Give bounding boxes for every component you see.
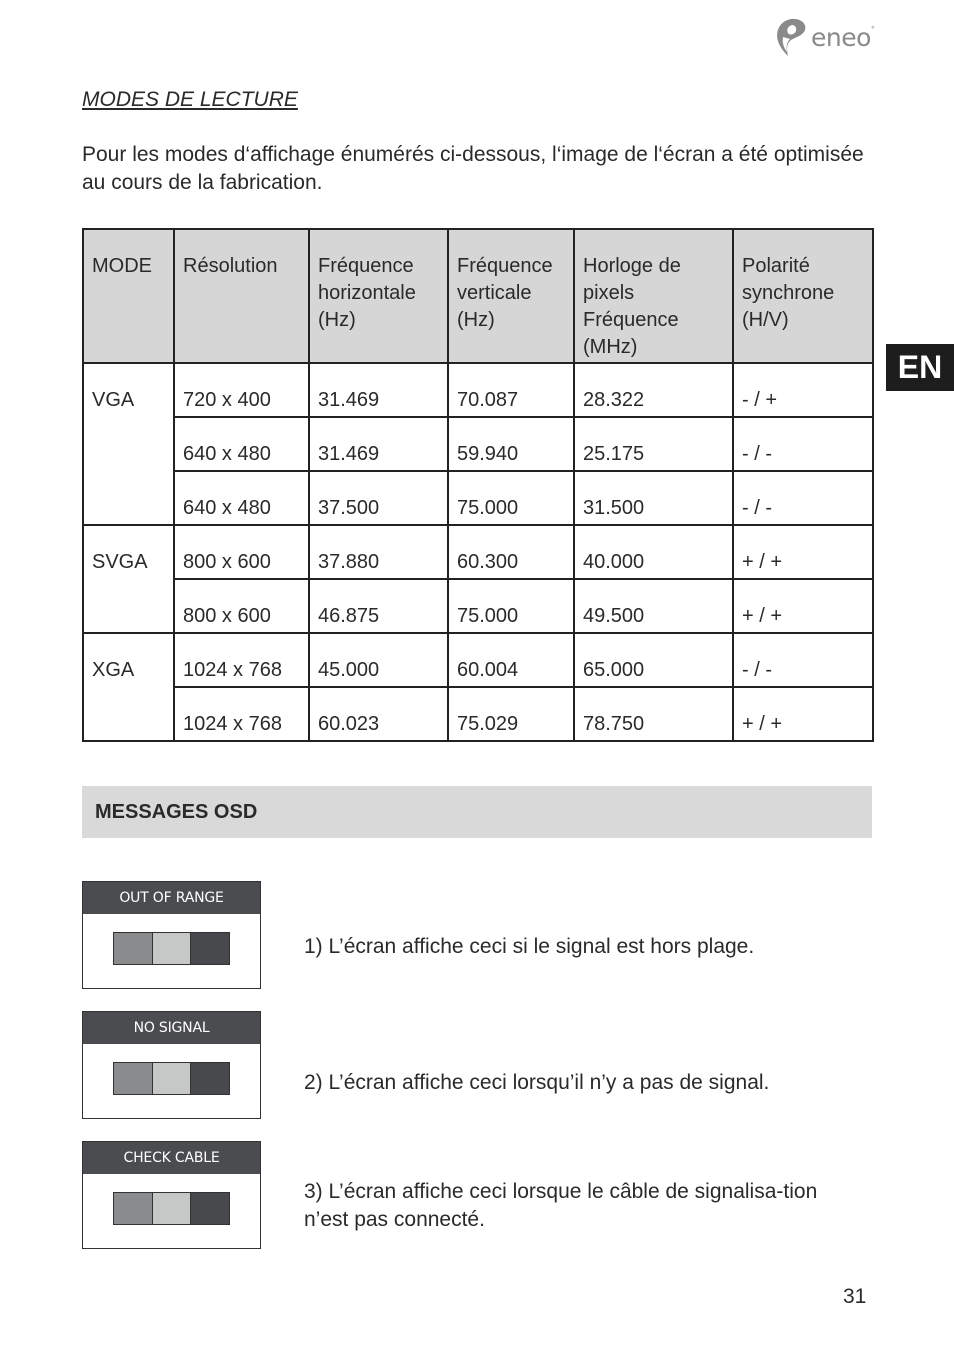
header-sync-polarity: Polarité synchrone (H/V) — [733, 229, 873, 363]
table-row — [83, 687, 873, 741]
polarity-cell: - / - — [733, 471, 873, 525]
table-row — [83, 525, 873, 579]
display-modes-table — [82, 228, 874, 742]
polarity-cell: - / + — [733, 363, 873, 417]
osd-title: NO SIGNAL — [83, 1012, 260, 1044]
section-title: MODES DE LECTURE — [82, 88, 298, 111]
resolution-cell: 720 x 400 — [174, 363, 309, 417]
pixel-clock-cell: 31.500 — [574, 471, 733, 525]
pixel-clock-cell: 25.175 — [574, 417, 733, 471]
brand-logo — [774, 16, 874, 58]
vfreq-cell: 60.004 — [448, 633, 574, 687]
mode-cell: VGA — [83, 363, 174, 525]
pixel-clock-cell: 40.000 — [574, 525, 733, 579]
table-row — [83, 417, 873, 471]
vfreq-cell: 75.029 — [448, 687, 574, 741]
table-row — [83, 633, 873, 687]
osd-bar-segment — [153, 1063, 192, 1094]
header-resolution: Résolution — [174, 229, 309, 363]
osd-check-cable-preview — [82, 1141, 261, 1249]
osd-bar-segment — [114, 1063, 153, 1094]
hfreq-cell: 31.469 — [309, 417, 448, 471]
osd-bar — [113, 1062, 230, 1095]
polarity-cell: - / - — [733, 417, 873, 471]
polarity-cell: - / - — [733, 633, 873, 687]
logo-wordmark: eneo° — [811, 22, 875, 52]
header-mode: MODE — [83, 229, 174, 363]
osd-title: CHECK CABLE — [83, 1142, 260, 1174]
page-number: 31 — [843, 1285, 867, 1308]
osd-out-of-range-preview — [82, 881, 261, 989]
eneo-swirl-icon — [774, 17, 808, 57]
table-header-row — [83, 229, 873, 363]
table-row — [83, 471, 873, 525]
pixel-clock-cell: 78.750 — [574, 687, 733, 741]
hfreq-cell: 46.875 — [309, 579, 448, 633]
polarity-cell: + / + — [733, 525, 873, 579]
hfreq-cell: 37.880 — [309, 525, 448, 579]
osd-bar — [113, 932, 230, 965]
resolution-cell: 640 x 480 — [174, 417, 309, 471]
table-row — [83, 579, 873, 633]
osd-bar-segment — [114, 933, 153, 964]
resolution-cell: 1024 x 768 — [174, 633, 309, 687]
osd-description: 3) L’écran affiche ceci lorsque le câble de signalisa-tion n’est pas connecté. — [304, 1180, 818, 1231]
polarity-cell: + / + — [733, 687, 873, 741]
header-horizontal-frequency: Fréquence horizontale (Hz) — [309, 229, 448, 363]
mode-cell: XGA — [83, 633, 174, 741]
vfreq-cell: 60.300 — [448, 525, 574, 579]
osd-bar-segment — [153, 933, 192, 964]
hfreq-cell: 45.000 — [309, 633, 448, 687]
osd-bar-segment — [114, 1193, 153, 1224]
pixel-clock-cell: 28.322 — [574, 363, 733, 417]
header-pixel-clock: Horloge de pixels Fréquence (MHz) — [574, 229, 733, 363]
resolution-cell: 800 x 600 — [174, 525, 309, 579]
osd-no-signal-preview — [82, 1011, 261, 1119]
table-row — [83, 363, 873, 417]
intro-paragraph: Pour les modes d‘affichage énumérés ci-dessous, l‘image de l‘écran a été optimisée au cours de la fabrication. — [82, 143, 864, 194]
osd-bar — [113, 1192, 230, 1225]
pixel-clock-cell: 49.500 — [574, 579, 733, 633]
osd-title: OUT OF RANGE — [83, 882, 260, 914]
vfreq-cell: 59.940 — [448, 417, 574, 471]
hfreq-cell: 31.469 — [309, 363, 448, 417]
vfreq-cell: 75.000 — [448, 579, 574, 633]
osd-bar-segment — [153, 1193, 192, 1224]
language-tab: EN — [886, 344, 954, 391]
osd-bar-segment — [191, 1063, 229, 1094]
osd-description: 2) L’écran affiche ceci lorsqu’il n’y a pas de signal. — [304, 1071, 770, 1094]
osd-messages-heading: MESSAGES OSD — [82, 786, 872, 838]
vfreq-cell: 70.087 — [448, 363, 574, 417]
hfreq-cell: 37.500 — [309, 471, 448, 525]
mode-cell: SVGA — [83, 525, 174, 633]
osd-description: 1) L’écran affiche ceci si le signal est hors plage. — [304, 935, 755, 958]
osd-bar-segment — [191, 933, 229, 964]
pixel-clock-cell: 65.000 — [574, 633, 733, 687]
resolution-cell: 1024 x 768 — [174, 687, 309, 741]
header-vertical-frequency: Fréquence verticale (Hz) — [448, 229, 574, 363]
hfreq-cell: 60.023 — [309, 687, 448, 741]
resolution-cell: 800 x 600 — [174, 579, 309, 633]
resolution-cell: 640 x 480 — [174, 471, 309, 525]
vfreq-cell: 75.000 — [448, 471, 574, 525]
osd-bar-segment — [191, 1193, 229, 1224]
polarity-cell: + / + — [733, 579, 873, 633]
